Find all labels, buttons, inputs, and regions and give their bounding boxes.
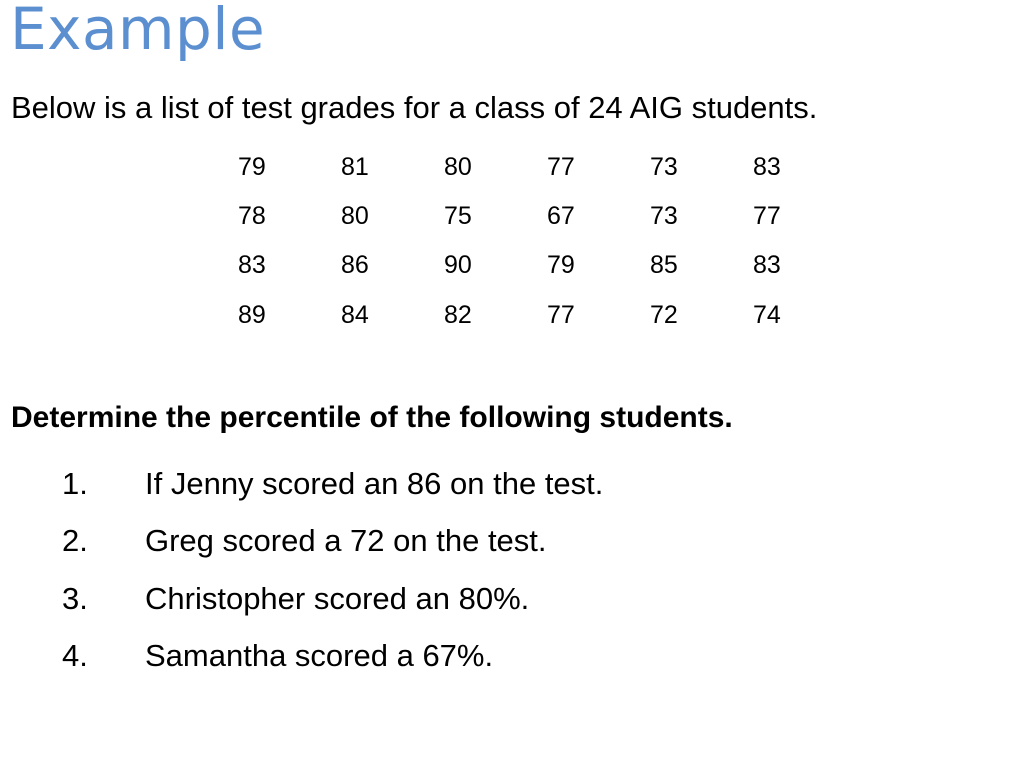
question-text: If Jenny scored an 86 on the test. — [145, 465, 604, 501]
grade-cell: 81 — [341, 152, 369, 181]
question-text: Samantha scored a 67%. — [145, 638, 494, 674]
grade-cell: 67 — [547, 201, 575, 230]
slide-title: Example — [10, 0, 266, 63]
grade-cell: 90 — [444, 251, 472, 280]
questions-heading: Determine the percentile of the following students. — [11, 401, 733, 434]
grades-table — [238, 142, 856, 339]
grade-cell: 83 — [753, 251, 781, 280]
grades-row — [238, 290, 856, 339]
grade-cell: 74 — [753, 300, 781, 329]
grade-cell: 77 — [547, 152, 575, 181]
grade-cell: 80 — [341, 201, 369, 230]
grade-cell: 73 — [650, 152, 678, 181]
grade-cell: 79 — [547, 251, 575, 280]
grade-cell: 77 — [753, 201, 781, 230]
question-number: 3. — [62, 580, 88, 616]
grade-cell: 77 — [547, 300, 575, 329]
question-item — [62, 455, 603, 513]
grade-cell: 75 — [444, 201, 472, 230]
grade-cell: 73 — [650, 201, 678, 230]
grades-row — [238, 191, 856, 240]
grade-cell: 83 — [753, 152, 781, 181]
grade-cell: 83 — [238, 251, 266, 280]
grade-cell: 84 — [341, 300, 369, 329]
question-number: 1. — [62, 465, 88, 501]
grade-cell: 78 — [238, 201, 266, 230]
grade-cell: 82 — [444, 300, 472, 329]
question-item — [62, 628, 603, 686]
grades-row — [238, 241, 856, 290]
question-list — [62, 455, 603, 685]
question-number: 2. — [62, 523, 88, 559]
grades-row — [238, 142, 856, 191]
grade-cell: 85 — [650, 251, 678, 280]
question-item — [62, 570, 603, 628]
question-number: 4. — [62, 638, 88, 674]
grade-cell: 79 — [238, 152, 266, 181]
intro-text: Below is a list of test grades for a class of 24 AIG students. — [11, 90, 818, 125]
question-text: Greg scored a 72 on the test. — [145, 523, 547, 559]
grade-cell: 72 — [650, 300, 678, 329]
grade-cell: 80 — [444, 152, 472, 181]
grade-cell: 86 — [341, 251, 369, 280]
question-text: Christopher scored an 80%. — [145, 580, 530, 616]
question-item — [62, 513, 603, 571]
grade-cell: 89 — [238, 300, 266, 329]
